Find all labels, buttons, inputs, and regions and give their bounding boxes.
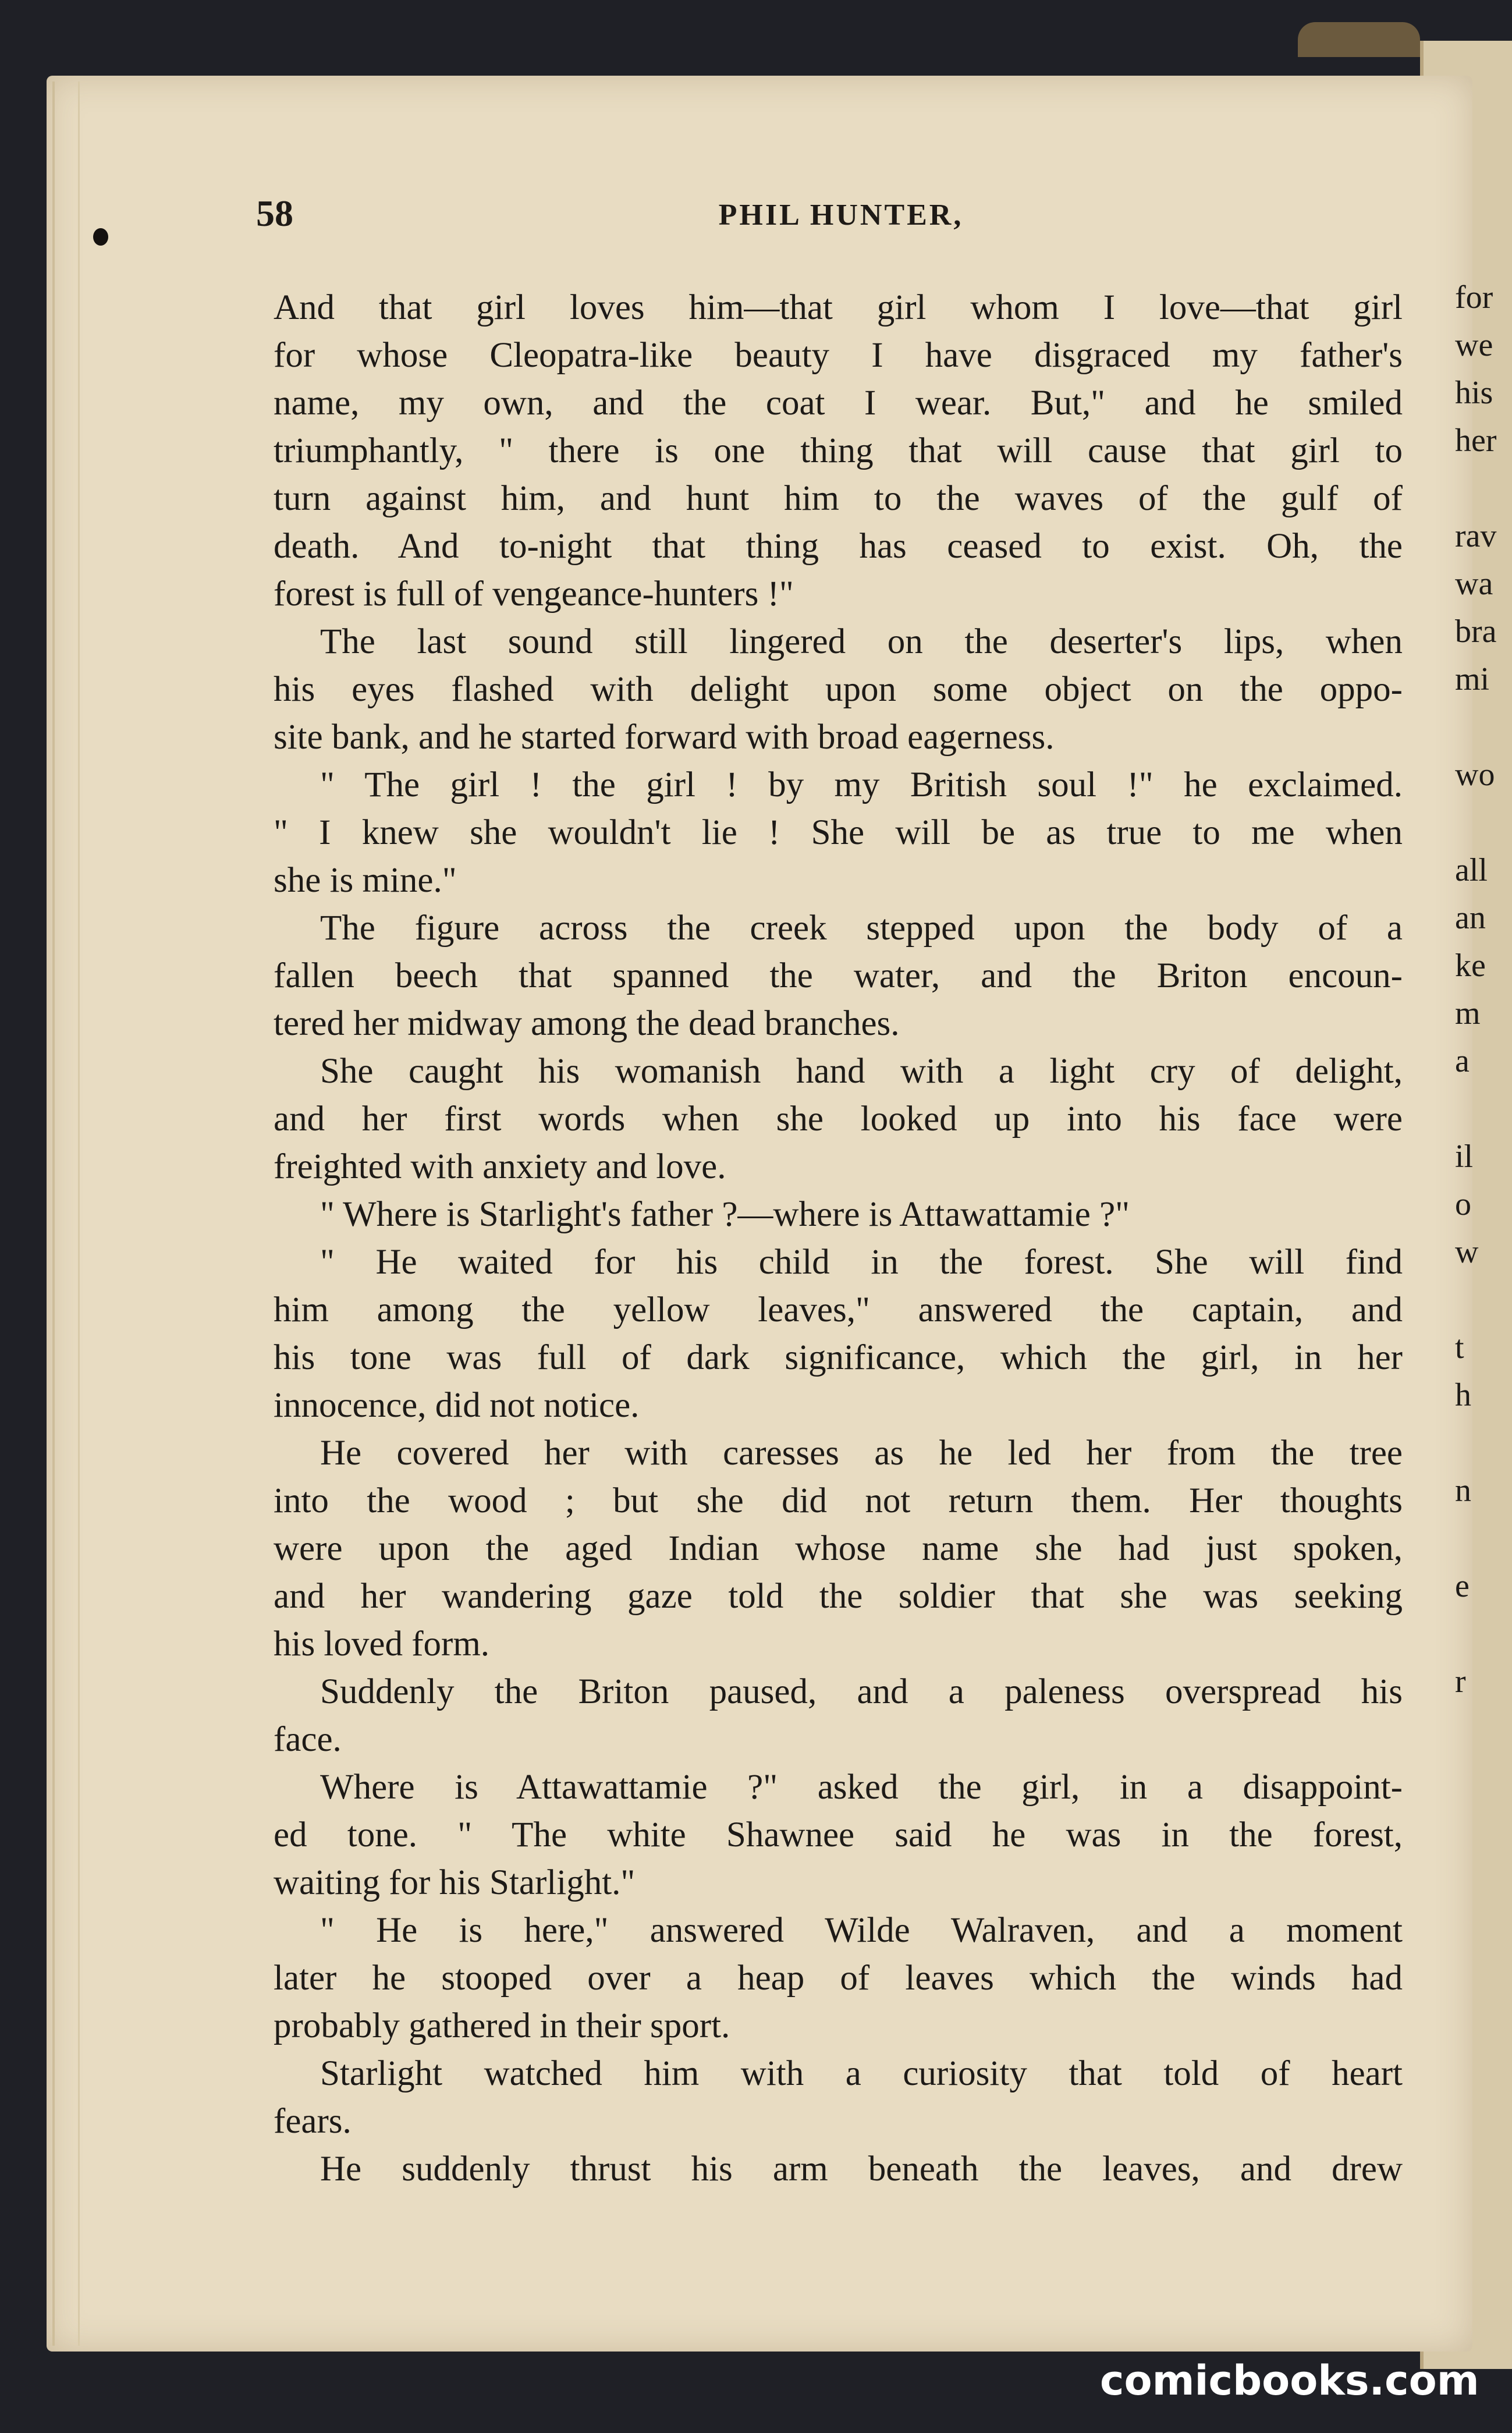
- facing-fragment: rav: [1455, 518, 1497, 554]
- facing-fragment: [1455, 799, 1512, 846]
- text-line: She caught his womanish hand with a light cry of delight,: [320, 1052, 1403, 1091]
- facing-fragment: e: [1455, 1568, 1470, 1604]
- facing-fragment: his: [1455, 375, 1493, 411]
- text-line: " Where is Starlight's father ?—where is Attawattamie ?": [320, 1195, 1130, 1234]
- ink-dot: [93, 228, 108, 246]
- text-line: triumphantly, " there is one thing that will cause that girl to: [274, 431, 1403, 470]
- facing-fragment: [1455, 703, 1512, 751]
- facing-fragment: [1455, 1276, 1512, 1324]
- facing-fragment: we: [1455, 327, 1493, 363]
- text-line: his loved form.: [274, 1625, 490, 1664]
- facing-fragment: for: [1455, 279, 1493, 315]
- facing-fragment: n: [1455, 1473, 1471, 1509]
- text-line: for whose Cleopatra-like beauty I have disgraced my father's: [274, 336, 1403, 375]
- facing-fragment: wo: [1455, 757, 1495, 793]
- text-line: his tone was full of dark significance, which the girl, in her: [274, 1338, 1403, 1377]
- text-line: He covered her with caresses as he led her from the tree: [320, 1434, 1403, 1473]
- facing-fragment: [1455, 1419, 1512, 1467]
- facing-fragment: wa: [1455, 566, 1493, 602]
- text-line: death. And to-night that thing has ceased to exist. Oh, the: [274, 527, 1403, 566]
- facing-fragment: [1455, 1085, 1512, 1133]
- text-line: ed tone. " The white Shawnee said he was in the forest,: [274, 1815, 1403, 1854]
- facing-fragment: mi: [1455, 661, 1490, 697]
- text-line: him among the yellow leaves," answered the captain, and: [274, 1290, 1403, 1329]
- facing-fragment: a: [1455, 1043, 1470, 1079]
- text-line: Starlight watched him with a curiosity that told of heart: [320, 2054, 1403, 2093]
- book-spine-cap: [1298, 22, 1420, 57]
- text-line: fears.: [274, 2102, 352, 2141]
- text-line: tered her midway among the dead branches.: [274, 1004, 900, 1043]
- running-head: PHIL HUNTER,: [718, 198, 964, 232]
- text-line: And that girl loves him—that girl whom I love—that girl: [274, 288, 1403, 327]
- watermark: comicbooks.com: [1100, 2357, 1479, 2404]
- text-line: turn against him, and hunt him to the waves of the gulf of: [274, 479, 1403, 518]
- facing-fragment: all: [1455, 852, 1488, 888]
- text-line: probably gathered in their sport.: [274, 2006, 730, 2045]
- body-text: [274, 284, 1403, 2193]
- facing-fragment: an: [1455, 900, 1486, 936]
- facing-fragment: t: [1455, 1329, 1464, 1366]
- page-number: 58: [256, 193, 293, 234]
- facing-fragment: [1455, 1515, 1512, 1562]
- facing-page-text: [1455, 274, 1512, 1705]
- facing-fragment: ke: [1455, 948, 1486, 984]
- text-line: into the wood ; but she did not return them. Her thoughts: [274, 1481, 1403, 1520]
- facing-fragment: r: [1455, 1664, 1466, 1700]
- facing-fragment: o: [1455, 1186, 1471, 1222]
- text-line: Suddenly the Briton paused, and a paleness overspread his: [320, 1672, 1403, 1711]
- text-line: waiting for his Starlight.": [274, 1863, 636, 1902]
- text-line: freighted with anxiety and love.: [274, 1147, 726, 1186]
- facing-fragment: il: [1455, 1139, 1474, 1175]
- text-line: his eyes flashed with delight upon some object on the oppo-: [274, 670, 1403, 709]
- text-line: The figure across the creek stepped upon the body of a: [320, 909, 1403, 948]
- text-line: she is mine.": [274, 861, 457, 900]
- text-line: " I knew she wouldn't lie ! She will be as true to me when: [274, 813, 1403, 852]
- facing-fragment: m: [1455, 995, 1481, 1031]
- facing-fragment: bra: [1455, 613, 1497, 650]
- text-line: site bank, and he started forward with broad eagerness.: [274, 718, 1055, 757]
- text-line: and her first words when she looked up into his face were: [274, 1100, 1403, 1139]
- page-header: [256, 192, 1426, 244]
- text-line: face.: [274, 1720, 342, 1759]
- page-edge: [52, 81, 80, 2346]
- text-line: later he stooped over a heap of leaves which the winds had: [274, 1959, 1403, 1998]
- text-line: " He waited for his child in the forest. She will find: [320, 1243, 1403, 1282]
- text-line: were upon the aged Indian whose name she had just spoken,: [274, 1529, 1403, 1568]
- text-line: He suddenly thrust his arm beneath the leaves, and drew: [320, 2150, 1403, 2189]
- text-line: innocence, did not notice.: [274, 1386, 640, 1425]
- facing-fragment: her: [1455, 423, 1497, 459]
- facing-fragment: [1455, 1610, 1512, 1658]
- text-line: Where is Attawattamie ?" asked the girl, in a disappoint-: [320, 1768, 1403, 1807]
- text-line: forest is full of vengeance-hunters !": [274, 574, 794, 613]
- text-line: The last sound still lingered on the deserter's lips, when: [320, 622, 1403, 661]
- text-line: fallen beech that spanned the water, and the Briton encoun-: [274, 956, 1403, 995]
- text-line: name, my own, and the coat I wear. But," and he smiled: [274, 384, 1403, 423]
- text-line: and her wandering gaze told the soldier that she was seeking: [274, 1577, 1403, 1616]
- text-line: " The girl ! the girl ! by my British soul !" he exclaimed.: [320, 765, 1403, 804]
- facing-fragment: w: [1455, 1234, 1479, 1270]
- facing-fragment: [1455, 464, 1512, 512]
- facing-fragment: h: [1455, 1377, 1471, 1413]
- text-line: " He is here," answered Wilde Walraven, and a moment: [320, 1911, 1403, 1950]
